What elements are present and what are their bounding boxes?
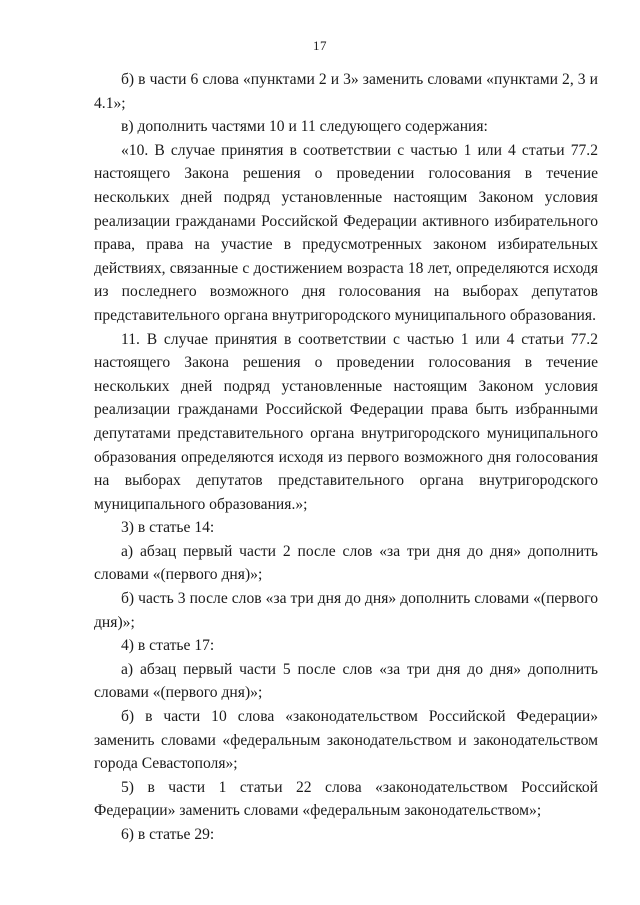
paragraph-1: б) в части 6 слова «пунктами 2 и 3» заменить словами «пунктами 2, 3 и 4.1»; — [94, 71, 598, 112]
paragraph-10: б) в части 10 слова «законодательством Российской Федерации» заменить словами «федеральным законодательством и законодательством города Севастополя»; — [94, 708, 598, 773]
document-body — [94, 68, 598, 847]
page-number: 17 — [313, 38, 327, 53]
paragraph-3: «10. В случае принятия в соответствии с частью 1 или 4 статьи 77.2 настоящего Закона решения о проведении голосования в течение нескольких дней подряд установленные настоящим Законом условия реализации гражданами Российской Федерации активного избирательного права, права на участие в предусмотренных законом избирательных действиях, связанные с достижением возраста 18 лет, определяются исходя из последнего возможного дня голосования на выборах депутатов представительного органа внутригородского муниципального образования. — [94, 141, 598, 324]
paragraph-12: 6) в статье 29: — [121, 826, 215, 843]
paragraph-8: 4) в статье 17: — [121, 637, 215, 655]
paragraph-11: 5) в части 1 статьи 22 слова «законодательством Российской Федерации» заменить словами «федеральным законодательством»; — [94, 778, 598, 820]
paragraph-4: 11. В случае принятия в соответствии с частью 1 или 4 статьи 77.2 настоящего Закона решения о проведении голосования в течение нескольких дней подряд установленные настоящим Законом условия реализации гражданами Российской Федерации права быть избранными депутатами представительного органа внутригородского муниципального образования определяются исходя из первого возможного дня голосования на выборах депутатов представительного органа внутригородского муниципального образования.»; — [94, 330, 598, 513]
paragraph-5: 3) в статье 14: — [121, 519, 215, 537]
paragraph-7: б) часть 3 после слов «за три дня до дня» дополнить словами «(первого дня)»; — [94, 590, 598, 631]
paragraph-2: в) дополнить частями 10 и 11 следующего содержания: — [121, 118, 488, 136]
paragraph-6: а) абзац первый части 2 после слов «за три дня до дня» дополнить словами «(первого дня)»; — [94, 542, 598, 584]
paragraph-9: а) абзац первый части 5 после слов «за три дня до дня» дополнить словами «(первого дня)»; — [94, 660, 598, 702]
